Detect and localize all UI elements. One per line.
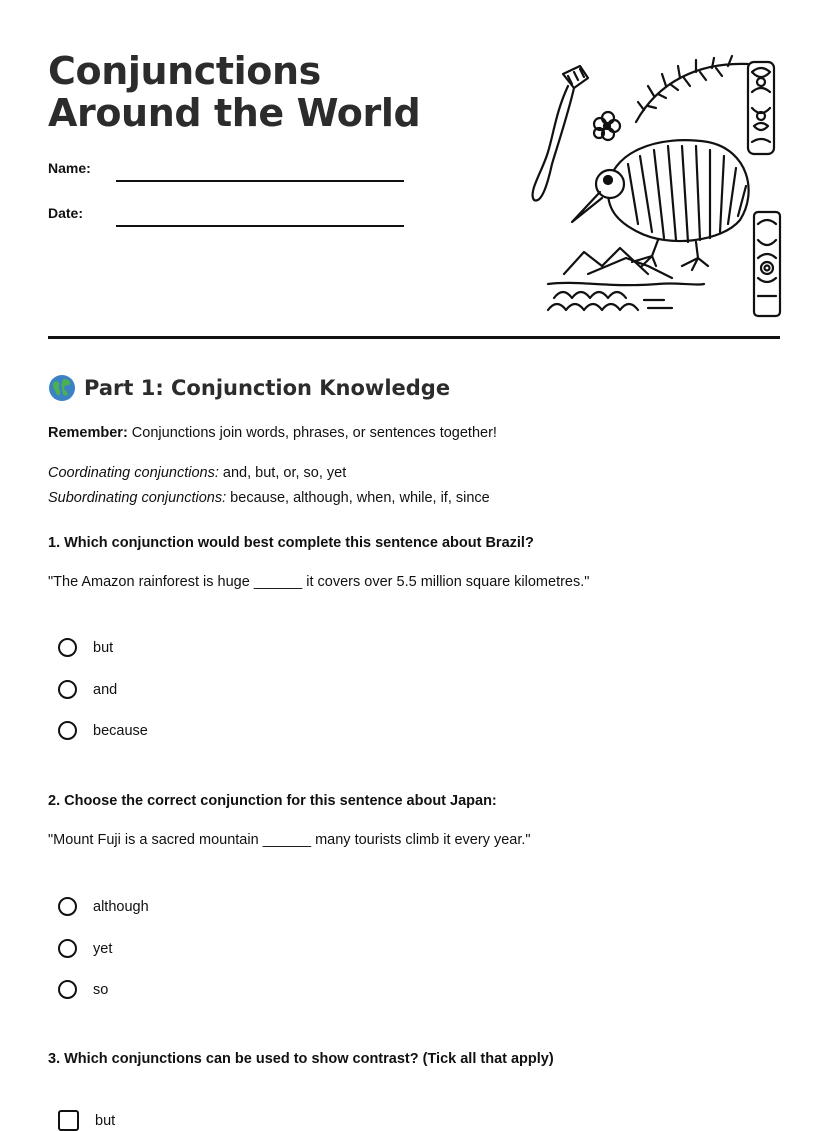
question-2-option-2[interactable] — [58, 939, 112, 958]
radio-button[interactable] — [58, 897, 77, 916]
remember-label: Remember: — [48, 425, 128, 441]
globe-icon — [48, 374, 76, 402]
remember-note — [48, 425, 497, 441]
date-label: Date: — [48, 205, 84, 221]
question-1-option-3[interactable] — [58, 721, 148, 740]
question-1-option-1[interactable] — [58, 638, 113, 657]
subordinating-label: Subordinating conjunctions: — [48, 490, 227, 506]
question-2-sentence: "Mount Fuji is a sacred mountain ______ many tourists climb it every year." — [48, 832, 531, 848]
checkbox[interactable] — [58, 1110, 79, 1131]
option-label: although — [93, 898, 149, 915]
coordinating-label: Coordinating conjunctions: — [48, 465, 219, 481]
subordinating-text: because, although, when, while, if, since — [226, 490, 490, 506]
name-label: Name: — [48, 160, 91, 176]
option-label: and — [93, 681, 118, 698]
question-2-prompt: 2. Choose the correct conjunction for this sentence about Japan: — [48, 793, 497, 809]
question-1-sentence: "The Amazon rainforest is huge ______ it covers over 5.5 million square kilometres." — [48, 574, 590, 590]
option-label: yet — [93, 940, 113, 957]
radio-button[interactable] — [58, 638, 77, 657]
radio-button[interactable] — [58, 980, 77, 999]
part1-heading-text: Part 1: Conjunction Knowledge — [84, 376, 451, 400]
question-3-prompt: 3. Which conjunctions can be used to show contrast? (Tick all that apply) — [48, 1051, 554, 1067]
date-field — [48, 205, 83, 221]
coordinating-line — [48, 465, 346, 481]
question-1-prompt: 1. Which conjunction would best complete this sentence about Brazil? — [48, 535, 534, 551]
question-3-option-1[interactable] — [58, 1110, 115, 1131]
question-1-option-2[interactable] — [58, 680, 117, 699]
option-label: because — [93, 722, 148, 739]
radio-button[interactable] — [58, 680, 77, 699]
option-label: so — [93, 981, 109, 998]
radio-button[interactable] — [58, 939, 77, 958]
question-2-option-3[interactable] — [58, 980, 108, 999]
radio-button[interactable] — [58, 721, 77, 740]
header-divider — [48, 336, 780, 339]
option-label: but — [93, 639, 114, 656]
option-label: but — [95, 1112, 116, 1129]
name-input-line[interactable] — [116, 180, 404, 182]
subordinating-line — [48, 490, 490, 506]
kiwi-illustration-icon — [508, 52, 782, 320]
name-field — [48, 160, 91, 176]
question-2-option-1[interactable] — [58, 897, 149, 916]
date-input-line[interactable] — [116, 225, 404, 227]
remember-text: Conjunctions join words, phrases, or sentences together! — [127, 425, 497, 441]
part1-heading — [48, 374, 450, 402]
worksheet-title: Conjunctions Around the World — [48, 49, 421, 135]
coordinating-text: and, but, or, so, yet — [218, 465, 347, 481]
